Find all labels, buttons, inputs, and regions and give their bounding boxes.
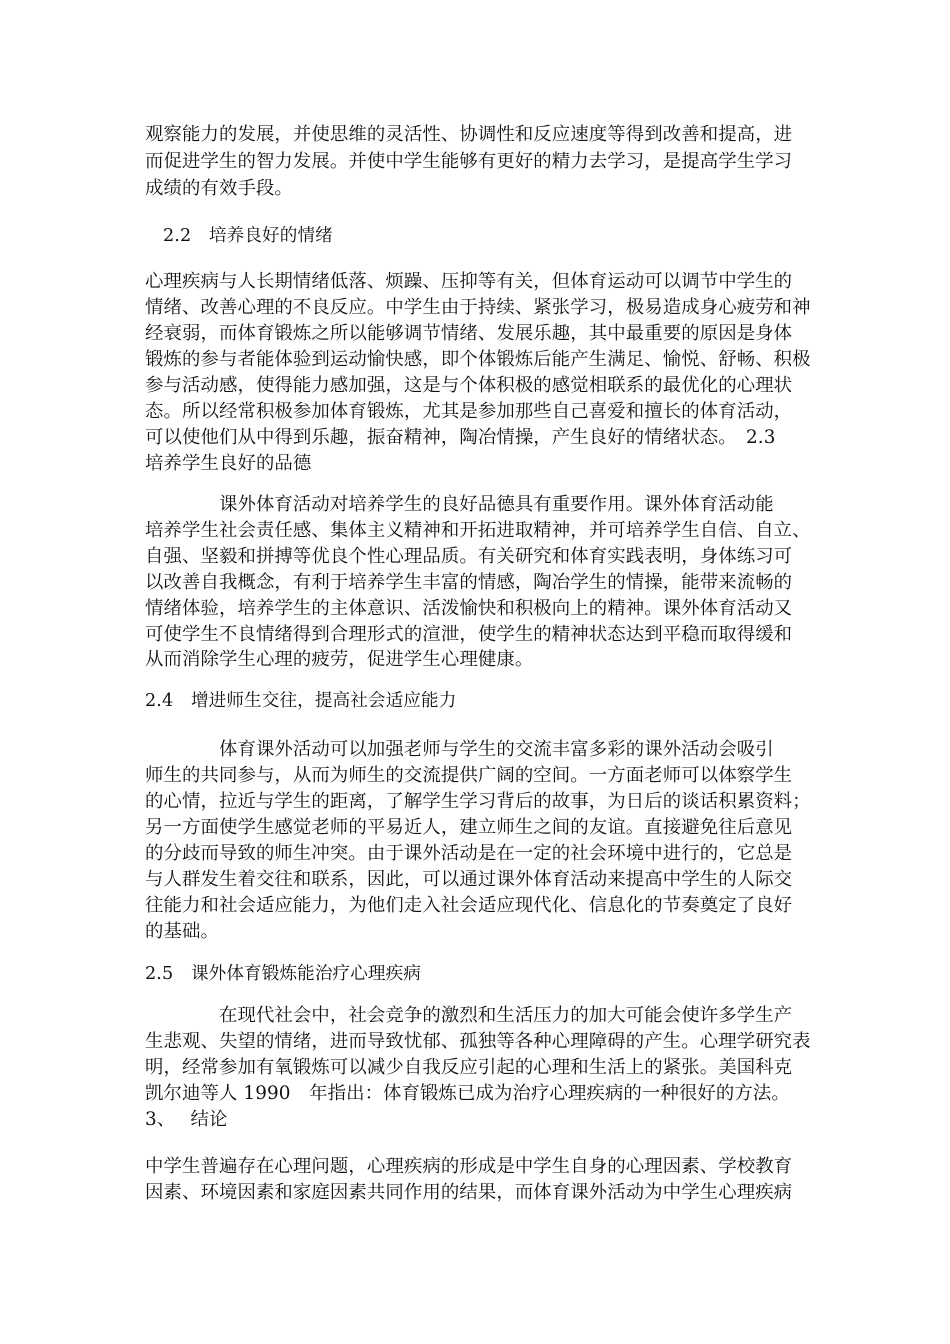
text-line: 另一方面使学生感觉老师的平易近人，建立师生之间的友谊。直接避免往后意见 bbox=[145, 817, 793, 838]
text-line: 凯尔迪等人 1990 年指出：体育锻炼已成为治疗心理疾病的一种很好的方法。 bbox=[145, 1083, 790, 1104]
text-line: 在现代社会中，社会竞争的激烈和生活压力的加大可能会使许多学生产 bbox=[145, 1005, 793, 1026]
text-line: 心理疾病与人长期情绪低落、烦躁、压抑等有关，但体育运动可以调节中学生的 bbox=[145, 271, 793, 292]
text-line: 从而消除学生心理的疲劳，促进学生心理健康。 bbox=[145, 649, 534, 670]
text-line: 的分歧而导致的师生冲突。由于课外活动是在一定的社会环境中进行的，它总是 bbox=[145, 843, 793, 864]
section-heading-2-5: 2.5 课外体育锻炼能治疗心理疾病 bbox=[145, 964, 421, 984]
text-line: 情绪体验，培养学生的主体意识、活泼愉快和积极向上的精神。课外体育活动又 bbox=[145, 598, 793, 619]
text-line: 经衰弱，而体育锻炼之所以能够调节情绪、发展乐趣，其中最重要的原因是身体 bbox=[145, 323, 793, 344]
text-line: 的基础。 bbox=[145, 921, 219, 942]
text-line: 而促进学生的智力发展。并使中学生能够有更好的精力去学习，是提高学生学习 bbox=[145, 151, 793, 172]
text-line: 课外体育活动对培养学生的良好品德具有重要作用。课外体育活动能 bbox=[145, 494, 774, 515]
text-line: 观察能力的发展，并使思维的灵活性、协调性和反应速度等得到改善和提高，进 bbox=[145, 124, 793, 145]
text-line: 的心情，拉近与学生的距离，了解学生学习背后的故事，为日后的谈话积累资料； bbox=[145, 791, 811, 812]
text-line: 与人群发生着交往和联系，因此，可以通过课外体育活动来提高中学生的人际交 bbox=[145, 869, 793, 890]
text-line: 因素、环境因素和家庭因素共同作用的结果，而体育课外活动为中学生心理疾病 bbox=[145, 1182, 793, 1203]
text-line: 往能力和社会适应能力，为他们走入社会适应现代化、信息化的节奏奠定了良好 bbox=[145, 895, 793, 916]
text-line: 中学生普遍存在心理问题，心理疾病的形成是中学生自身的心理因素、学校教育 bbox=[145, 1156, 793, 1177]
text-line: 体育课外活动可以加强老师与学生的交流丰富多彩的课外活动会吸引 bbox=[145, 739, 774, 760]
text-line: 师生的共同参与，从而为师生的交流提供广阔的空间。一方面老师可以体察学生 bbox=[145, 765, 793, 786]
text-line: 参与活动感，使得能力感加强，这是与个体积极的感觉相联系的最优化的心理状 bbox=[145, 375, 793, 396]
text-line: 情绪、改善心理的不良反应。中学生由于持续、紧张学习，极易造成身心疲劳和神 bbox=[145, 297, 811, 318]
text-line: 态。所以经常积极参加体育锻炼，尤其是参加那些自己喜爱和擅长的体育活动， bbox=[145, 401, 793, 422]
text-line: 培养学生良好的品德 bbox=[145, 453, 312, 474]
section-heading-2-4: 2.4 增进师生交往，提高社会适应能力 bbox=[145, 691, 457, 711]
text-line: 生悲观、失望的情绪，进而导致忧郁、孤独等各种心理障碍的产生。心理学研究表 bbox=[145, 1031, 811, 1052]
text-line: 可以使他们从中得到乐趣，振奋精神，陶冶情操，产生良好的情绪状态。 2.3 bbox=[145, 427, 776, 448]
section-heading-2-2: 2.2 培养良好的情绪 bbox=[163, 226, 333, 246]
text-line: 锻炼的参与者能体验到运动愉快感，即个体锻炼后能产生满足、愉悦、舒畅、积极 bbox=[145, 349, 811, 370]
text-line: 自强、坚毅和拼搏等优良个性心理品质。有关研究和体育实践表明，身体练习可 bbox=[145, 546, 793, 567]
text-line: 以改善自我概念，有利于培养学生丰富的情感，陶冶学生的情操，能带来流畅的 bbox=[145, 572, 793, 593]
text-line: 培养学生社会责任感、集体主义精神和开拓进取精神，并可培养学生自信、自立、 bbox=[145, 520, 811, 541]
text-line: 可使学生不良情绪得到合理形式的渲泄，使学生的精神状态达到平稳而取得缓和 bbox=[145, 624, 793, 645]
text-line: 成绩的有效手段。 bbox=[145, 178, 293, 199]
text-line: 明，经常参加有氧锻炼可以减少自我反应引起的心理和生活上的紧张。美国科克 bbox=[145, 1057, 793, 1078]
text-line: 3、 结论 bbox=[145, 1109, 228, 1130]
